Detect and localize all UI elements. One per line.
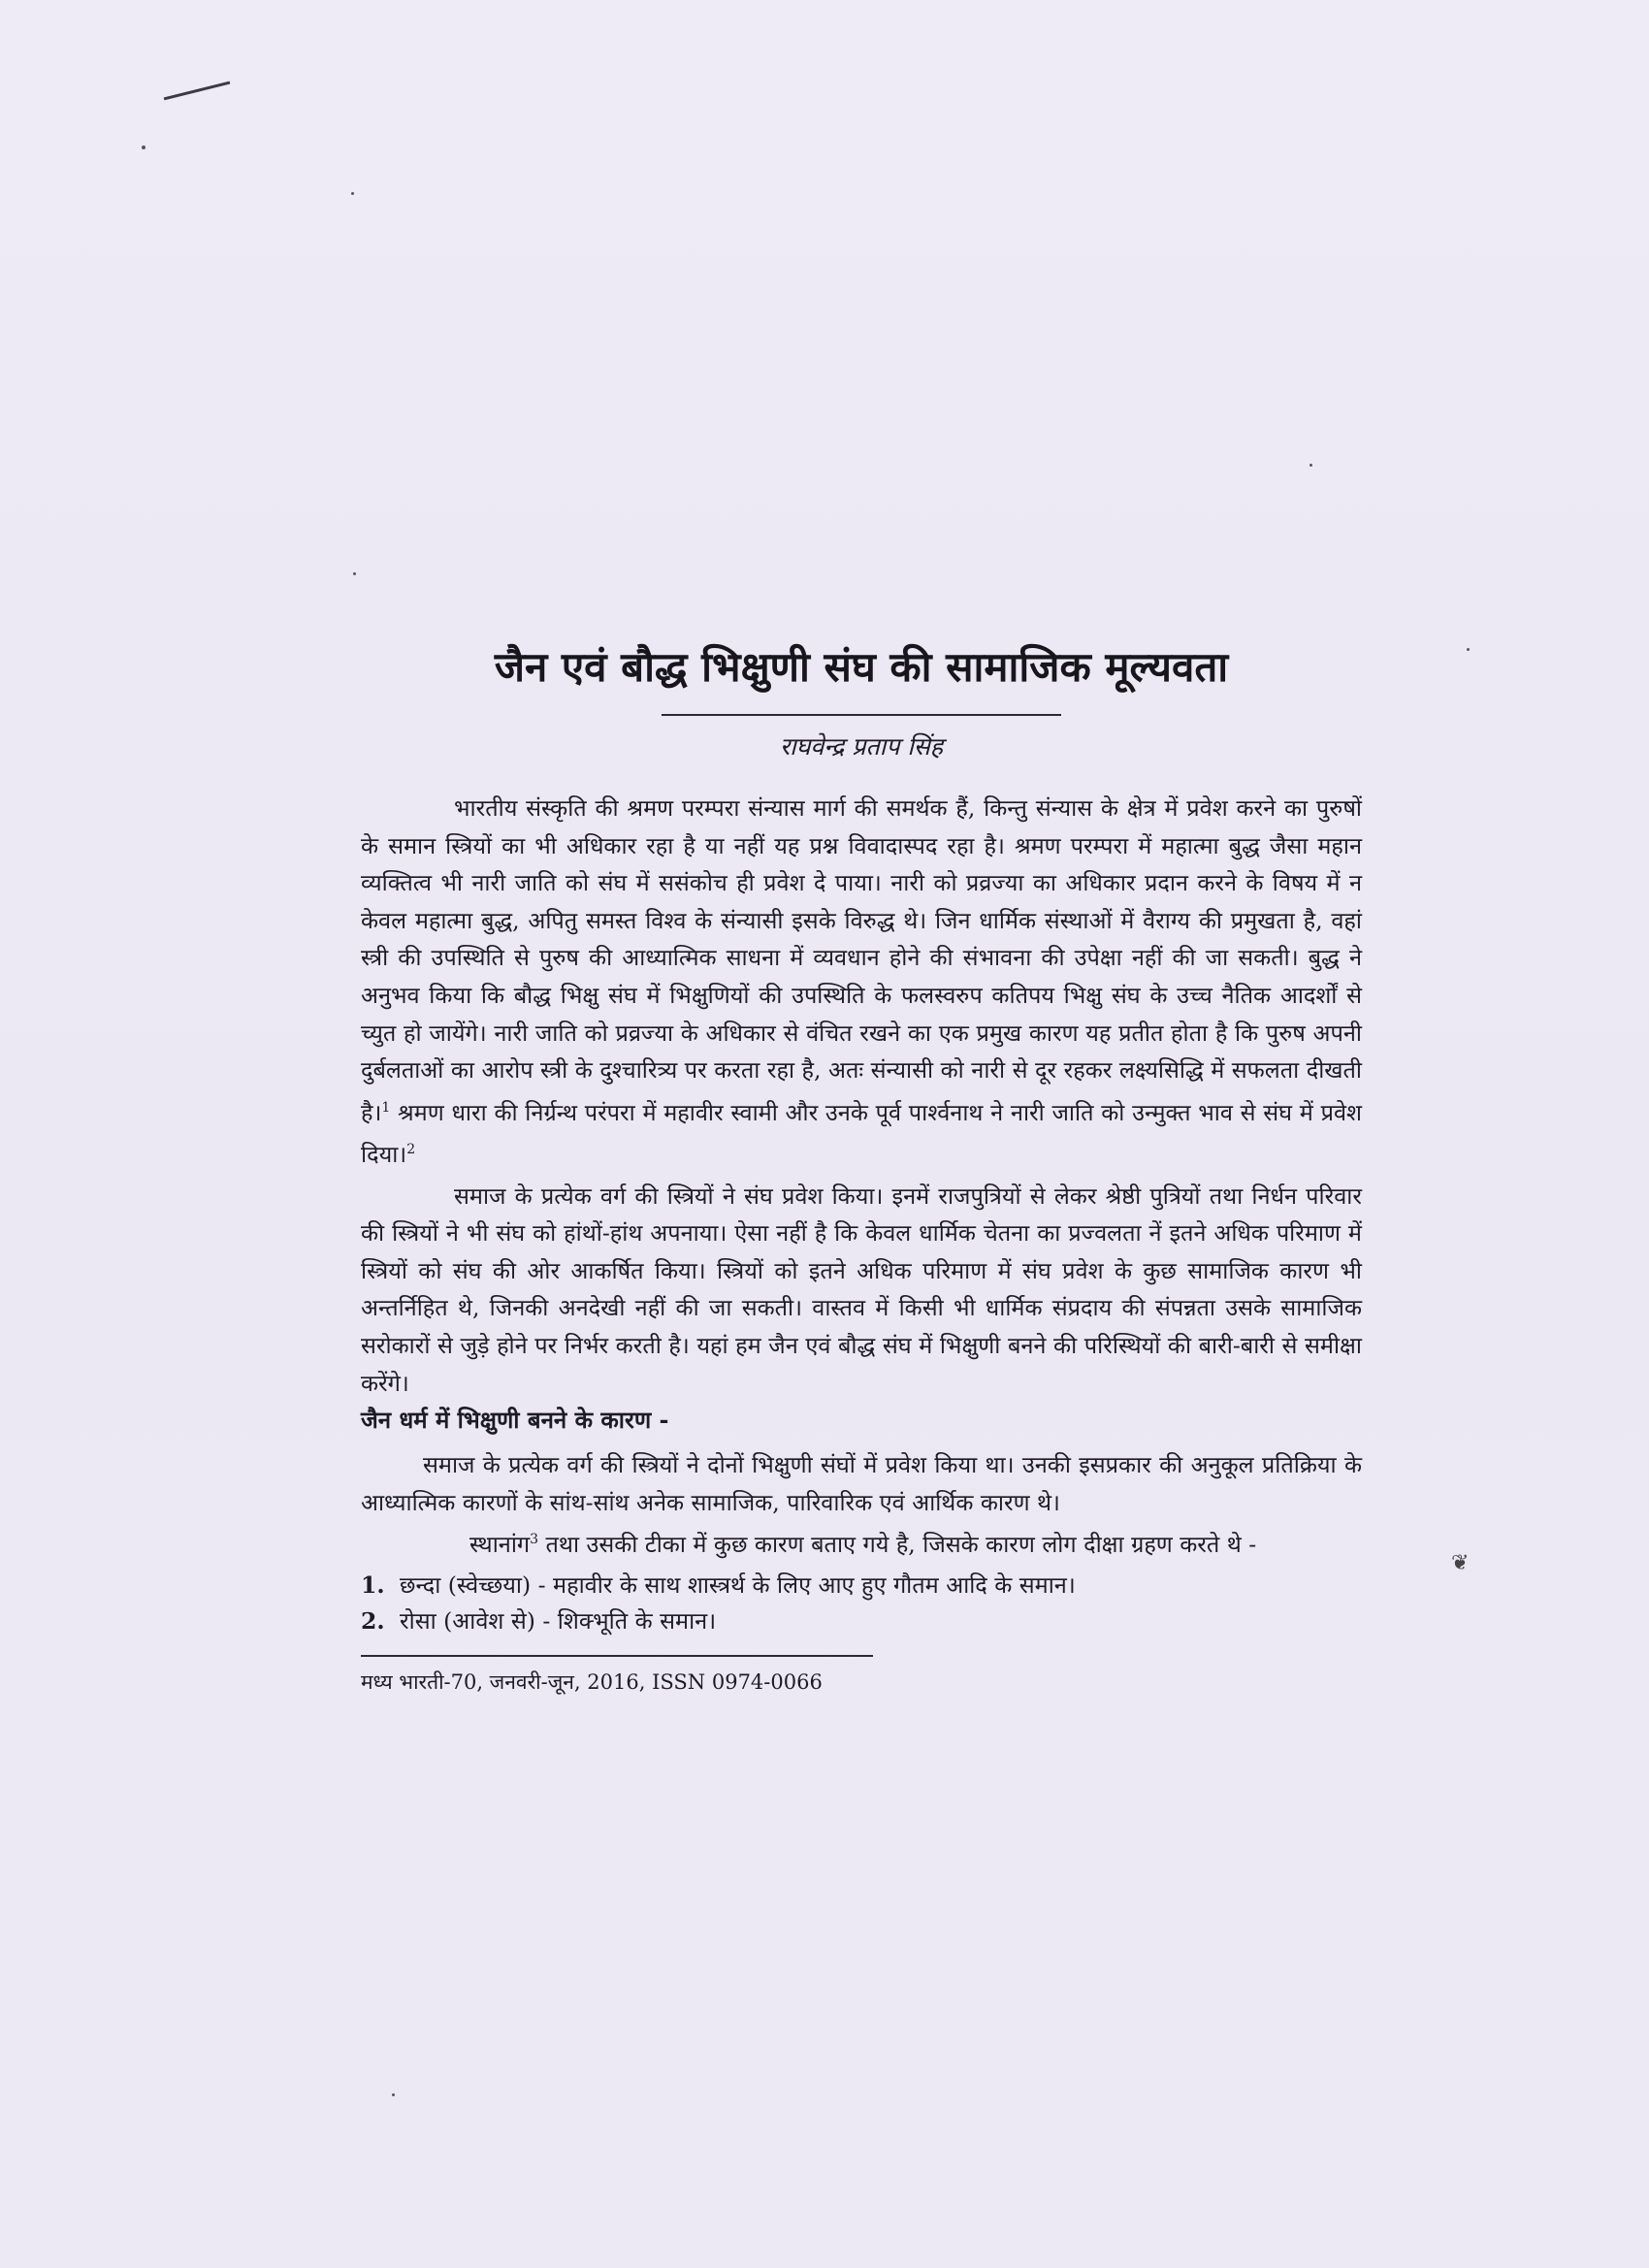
list-item	[361, 1568, 1362, 1604]
paragraph-text: श्रमण धारा की निर्ग्रन्थ परंपरा में महावीर स्वामी और उनके पूर्व पार्श्वनाथ ने नारी जाति को उन्मुक्त भाव से संघ में प्रवेश दिया।	[361, 1098, 1362, 1168]
list-item	[361, 1604, 1362, 1639]
journal-citation: मध्य भारती-70, जनवरी-जून, 2016, ISSN 0974-0066	[361, 1669, 823, 1694]
footnote-rule	[361, 1655, 873, 1657]
list-text: छन्दा (स्वेच्छया) - महावीर के साथ शास्त्रर्थ के लिए आए हुए गौतम आदि के समान।	[400, 1571, 1076, 1599]
paragraph-reasons: समाज के प्रत्येक वर्ग की स्त्रियों ने दोनों भिक्षुणी संघों में प्रवेश किया था। उनकी इसप्रकार की अनुकूल प्रतिक्रिया के आध्यात्मिक कारणों के सांथ-सांथ अनेक सामाजिक, पारिवारिक एवं आर्थिक कारण थे।	[361, 1451, 1362, 1516]
scan-speck	[1467, 648, 1470, 651]
footnote-ref: 2	[406, 1142, 416, 1158]
flourish-icon: ❦	[1451, 1551, 1470, 1575]
footnote-ref: 3	[530, 1532, 539, 1548]
paragraph-text: स्थानांग	[469, 1531, 531, 1559]
paragraph-text: भारतीय संस्कृति की श्रमण परम्परा संन्यास मार्ग की समर्थक हैं, किन्तु संन्यास के क्षेत्र में प्रवेश करने का पुरुषों के समान स्त्रियों का भी अधिकार रहा है या नहीं यह प्रश्न विवादास्पद रहा है। श्रमण परम्परा में महात्मा बुद्ध जैसा महान व्यक्तित्व भी नारी जाति को संघ में ससंकोच ही प्रवेश दे पाया। नारी को प्रव्रज्या का अधिकार प्रदान करने के विषय में न केवल महात्मा बुद्ध, अपितु समस्त विश्व के संन्यासी इसके विरुद्ध थे। जिन धार्मिक संस्थाओं में वैराग्य की प्रमुखता है, वहां स्त्री की उपस्थिति से पुरुष की आध्यात्मिक साधना में व्यवधान होने की संभावना की उपेक्षा नहीं की जा सकती। बुद्ध ने अनुभव किया कि बौद्ध भिक्षु संघ में भिक्षुणियों की उपस्थिति के फलस्वरुप कतिपय भिक्षु संघ के उच्च नैतिक आदर्शों से च्युत हो जायेंगे। नारी जाति को प्रव्रज्या के अधिकार से वंचित रखने का एक प्रमुख कारण यह प्रतीत होता है कि पुरुष अपनी दुर्बलताओं का आरोप स्त्री के दुश्चारित्र्य पर करता रहा है, अतः संन्यासी को नारी से दूर रहकर लक्ष्यसिद्धि में सफलता दीखती है।	[361, 794, 1362, 1126]
paragraph-text: तथा उसकी टीका में कुछ कारण बताए गये है, जिसके कारण लोग दीक्षा ग्रहण करते थे -	[538, 1531, 1257, 1559]
footnote-ref: 1	[381, 1099, 391, 1116]
article	[361, 640, 1362, 1698]
scan-speck	[351, 192, 354, 195]
paragraph-sthananga	[361, 1521, 1362, 1563]
list-text: रोसा (आवेश से) - शिक्भूति के समान।	[400, 1606, 717, 1635]
scan-speck	[142, 146, 146, 149]
list-number: 2.	[361, 1606, 385, 1635]
scan-speck	[353, 572, 356, 575]
scan-speck	[1310, 464, 1312, 467]
list-number: 1.	[361, 1571, 385, 1599]
section-heading: जैन धर्म में भिक्षुणी बनने के कारण -	[361, 1406, 669, 1435]
scan-speck	[392, 2093, 395, 2096]
scan-mark	[164, 81, 231, 101]
paragraph-society: समाज के प्रत्येक वर्ग की स्त्रियों ने संघ प्रवेश किया। इनमें राजपुत्रियों से लेकर श्रेष्ठी पुत्रियों तथा निर्धन परिवार की स्त्रियों ने भी संघ को हांथों-हांथ अपनाया। ऐसा नहीं है कि केवल धार्मिक चेतना का प्रज्वलता नें इतने अधिक परिमाण में स्त्रियों को संघ की ओर आकर्षित किया। स्त्रियों को इतने अधिक परिमाण में संघ प्रवेश के कुछ सामाजिक कारण भी अन्तर्निहित थे, जिनकी अनदेखी नहीं की जा सकती। वास्तव में किसी भी धार्मिक संप्रदाय की संपन्नता उसके सामाजिक सरोकारों से जुड़े होने पर निर्भर करती है। यहां हम जैन एवं बौद्ध संघ में भिक्षुणी बनने की परिस्थियों की बारी-बारी से समीक्षा करेंगे।	[361, 1182, 1362, 1397]
paragraph-intro	[361, 790, 1362, 1174]
author-name: राघवेन्द्र प्रताप सिंह	[779, 732, 944, 761]
title-underline	[662, 714, 1061, 716]
reasons-list	[361, 1568, 1362, 1639]
article-title: जैन एवं बौद्ध भिक्षुणी संघ की सामाजिक मूल्यवता	[494, 643, 1229, 691]
